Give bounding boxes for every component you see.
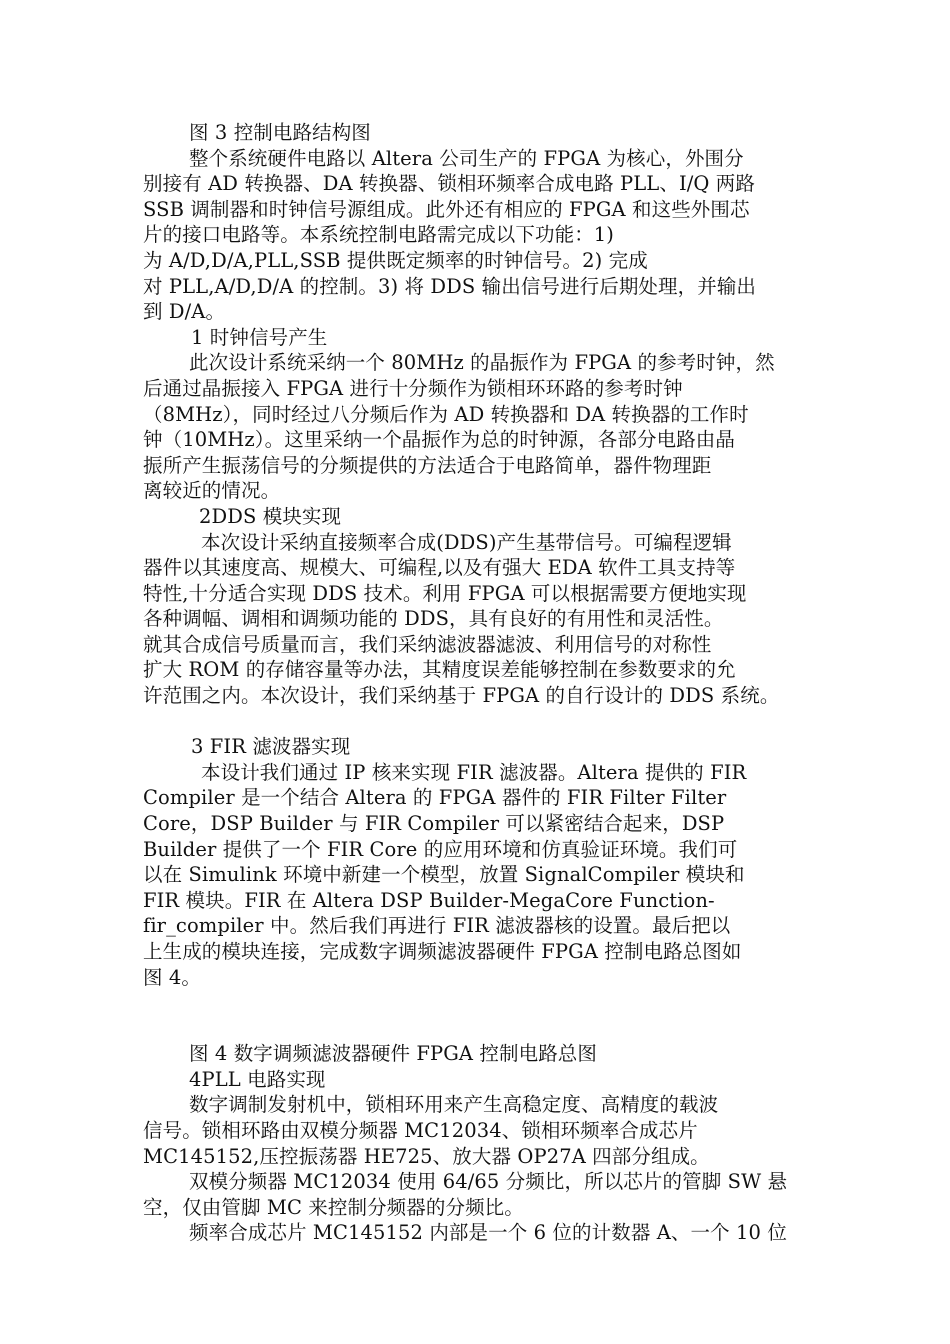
paragraph-system-overview <box>143 146 823 325</box>
text-line: 上生成的模块连接，完成数字调频滤波器硬件 FPGA 控制电路总图如 <box>143 940 742 963</box>
text-line: （8MHz），同时经过八分频后作为 AD 转换器和 DA 转换器的工作时 <box>143 402 749 426</box>
text-line: 为 A/D,D/A,PLL,SSB 提供既定频率的时钟信号。2) 完成 <box>143 248 648 272</box>
document-page <box>143 120 823 1246</box>
paragraph-clock <box>143 350 823 504</box>
text-line: 就其合成信号质量而言，我们采纳滤波器滤波、利用信号的对称性 <box>143 632 712 656</box>
text-line: 此次设计系统采纳一个 80MHz 的晶振作为 FPGA 的参考时钟，然 <box>189 351 775 375</box>
text-line: SSB 调制器和时钟信号源组成。此外还有相应的 FPGA 和这些外围芯 <box>143 197 750 221</box>
figure-4-placeholder <box>143 990 823 1041</box>
text-line: 空，仅由管脚 MC 来控制分频器的分频比。 <box>143 1195 524 1219</box>
text-line: 别接有 AD 转换器、DA 转换器、锁相环频率合成电路 PLL、I/Q 两路 <box>143 172 756 196</box>
text-line: 后通过晶振接入 FPGA 进行十分频作为锁相环环路的参考时钟 <box>143 376 683 400</box>
text-line: 整个系统硬件电路以 Altera 公司生产的 FPGA 为核心，外围分 <box>189 146 744 170</box>
section-heading-clock: 1 时钟信号产生 <box>191 325 328 349</box>
paragraph-divider <box>143 1169 823 1220</box>
text-line: 以在 Simulink 环境中新建一个模型，放置 SignalCompiler 模块和 <box>143 863 745 887</box>
text-line: MC145152,压控振荡器 HE725、放大器 OP27A 四部分组成。 <box>143 1144 710 1168</box>
text-line: 信号。锁相环路由双模分频器 MC12034、锁相环频率合成芯片 <box>143 1118 698 1142</box>
text-line: 各种调幅、调相和调频功能的 DDS，具有良好的有用性和灵活性。 <box>143 607 724 631</box>
text-line: 图 4。 <box>143 965 202 989</box>
figure-4-caption: 图 4 数字调频滤波器硬件 FPGA 控制电路总图 <box>189 1042 598 1066</box>
text-line: 数字调制发射机中，锁相环用来产生高稳定度、高精度的载波 <box>189 1093 719 1117</box>
text-line: 频率合成芯片 MC145152 内部是一个 6 位的计数器 A、一个 10 位 <box>189 1221 787 1245</box>
text-line: 离较近的情况。 <box>143 479 281 503</box>
text-line: 特性,十分适合实现 DDS 技术。利用 FPGA 可以根据需要方便地实现 <box>143 581 747 605</box>
figure-3-caption: 图 3 控制电路结构图 <box>189 121 371 144</box>
text-line: 对 PLL,A/D,D/A 的控制。3) 将 DDS 输出信号进行后期处理，并输出 <box>143 274 757 298</box>
text-line: fir_compiler 中。然后我们再进行 FIR 滤波器核的设置。最后把以 <box>143 914 731 938</box>
text-line: 片的接口电路等。本系统控制电路需完成以下功能：1) <box>143 223 615 247</box>
text-line: 本次设计采纳直接频率合成(DDS)产生基带信号。可编程逻辑 <box>201 530 732 554</box>
text-line: 本设计我们通过 IP 核来实现 FIR 滤波器。Altera 提供的 FIR <box>201 760 747 784</box>
section-heading-dds: 2DDS 模块实现 <box>199 504 342 528</box>
paragraph-pll <box>143 1092 823 1169</box>
text-line: 钟（10MHz）。这里采纳一个晶振作为总的时钟源，各部分电路由晶 <box>143 428 736 452</box>
section-heading-pll: 4PLL 电路实现 <box>189 1067 326 1091</box>
text-line: 扩大 ROM 的存储容量等办法，其精度误差能够控制在参数要求的允 <box>143 658 736 682</box>
text-line: FIR 模块。FIR 在 Altera DSP Builder-MegaCore Function- <box>143 888 715 912</box>
text-line: 双模分频器 MC12034 使用 64/65 分频比，所以芯片的管脚 SW 悬 <box>189 1170 788 1194</box>
text-line: 振所产生振荡信号的分频提供的方法适合于电路简单，器件物理距 <box>143 453 712 477</box>
spacer <box>143 709 823 735</box>
section-heading-fir: 3 FIR 滤波器实现 <box>191 735 351 759</box>
text-line: 到 D/A。 <box>143 300 226 324</box>
text-line: Core，DSP Builder 与 FIR Compiler 可以紧密结合起来，DSP <box>143 812 725 836</box>
text-line: Builder 提供了一个 FIR Core 的应用环境和仿真验证环境。我们可 <box>143 837 738 861</box>
text-line: Compiler 是一个结合 Altera 的 FPGA 器件的 FIR Filter Filter <box>143 786 727 810</box>
text-line: 许范围之内。本次设计，我们采纳基于 FPGA 的自行设计的 DDS 系统。 <box>143 684 780 708</box>
text-line: 器件以其速度高、规模大、可编程,以及有强大 EDA 软件工具支持等 <box>143 556 736 580</box>
paragraph-fir <box>143 760 823 990</box>
paragraph-synthesizer <box>143 1220 823 1246</box>
paragraph-dds <box>143 530 823 709</box>
